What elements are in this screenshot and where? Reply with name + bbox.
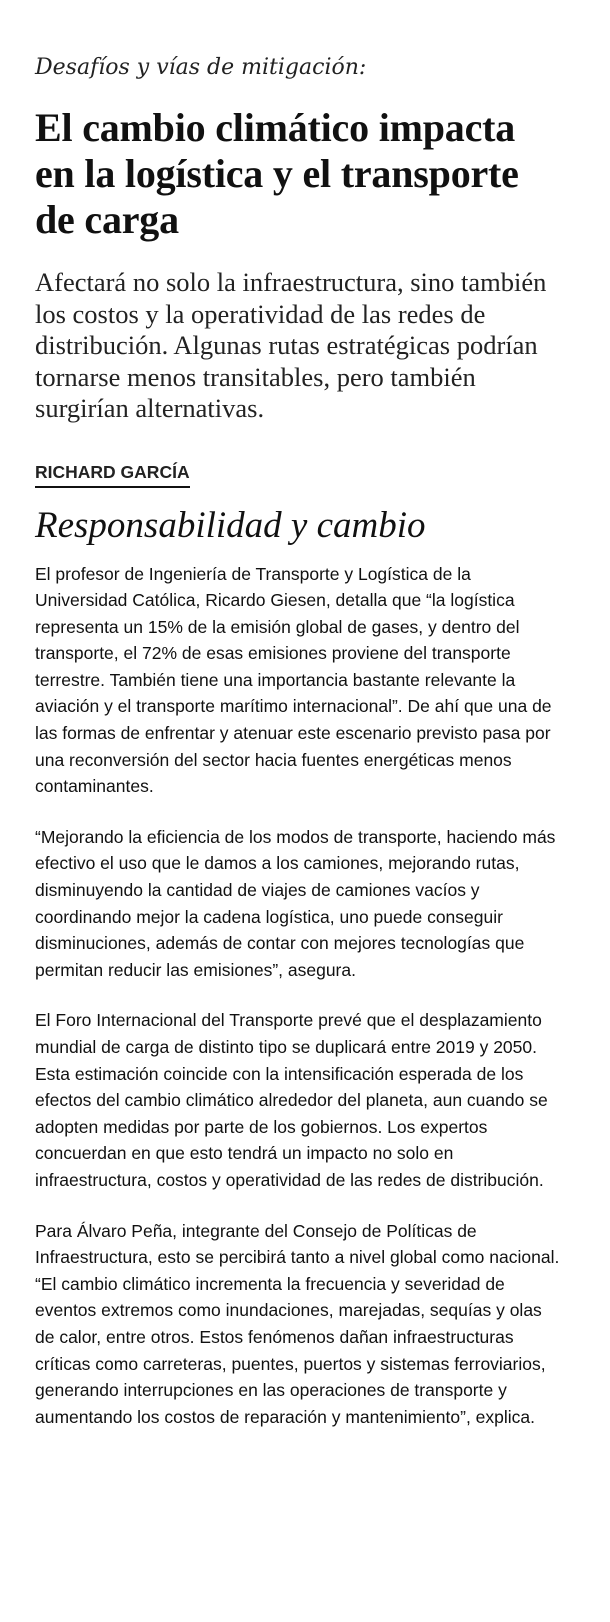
article-kicker: Desafíos y vías de mitigación: [35, 55, 367, 80]
body-paragraph-3: El Foro Internacional del Transporte prevé que el desplazamiento mundial de carga de distinto tipo se duplicará entre 2019 y 2050. Esta estimación coincide con la intensificación esperada de los efectos del cambio climático alrededor del planeta, aun cuando se adopten medidas por parte de los gobiernos. Los expertos concuerdan en que esto tendrá un impacto no solo en infraestructura, costos y operatividad de las redes de distribución. [35, 1010, 548, 1190]
author-byline-link[interactable]: RICHARD GARCÍA [35, 461, 190, 488]
article-dek: Afectará no solo la infraestructura, sino también los costos y la operatividad de las redes de distribución. Algunas rutas estratégicas podrían tornarse menos transitables, pero también surgirían alternativas. [35, 267, 547, 423]
body-paragraph-2: “Mejorando la eficiencia de los modos de transporte, haciendo más efectivo el uso que le damos a los camiones, mejorando rutas, disminuyendo la cantidad de viajes de camiones vacíos y coordinando mejor la cadena logística, uno puede conseguir disminuciones, además de contar con mejores tecnologías que permitan reducir las emisiones”, asegura. [35, 826, 556, 980]
body-paragraph-1: El profesor de Ingeniería de Transporte y Logística de la Universidad Católica, Ricardo Giesen, detalla que “la logística representa un 15% de la emisión global de gases, y dentro del transporte, el 72% de esas emisiones proviene del transporte terrestre. También tiene una importancia bastante relevante la aviación y el transporte marítimo internacional”. De ahí que una de las formas de enfrentar y atenuar este escenario previsto pasa por una reconversión del sector hacia fuentes energéticas menos contaminantes. [35, 563, 552, 797]
body-paragraph-4: Para Álvaro Peña, integrante del Consejo de Políticas de Infraestructura, esto se percibirá tanto a nivel global como nacional. “El cambio climático incrementa la frecuencia y severidad de eventos extremos como inundaciones, marejadas, sequías y olas de calor, entre otros. Estos fenómenos dañan infraestructuras críticas como carreteras, puentes, puertos y sistemas ferroviarios, generando interrupciones en las operaciones de transporte y aumentando los costos de reparación y mantenimiento”, explica. [35, 1220, 560, 1427]
section-title: Responsabilidad y cambio [35, 504, 426, 546]
article-headline: El cambio climático impacta en la logística y el transporte de carga [35, 105, 519, 242]
